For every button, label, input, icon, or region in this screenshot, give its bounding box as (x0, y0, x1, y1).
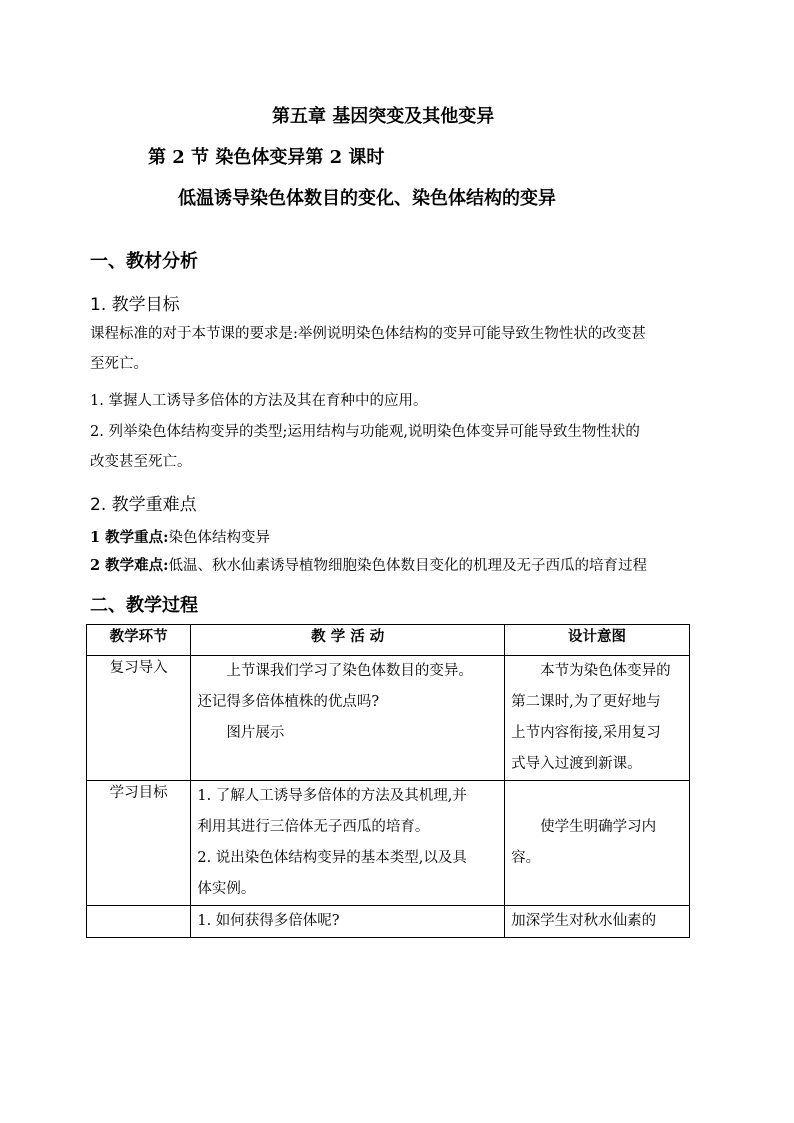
topic-title: 低温诱导染色体数目的变化、染色体结构的变异 (178, 188, 556, 209)
part2-heading: 二、教学过程 (90, 595, 198, 616)
activity-cell (191, 906, 505, 938)
intent-cell (505, 906, 690, 938)
activity-line: 还记得多倍体植株的优点吗? (197, 694, 380, 710)
intent-line: 容。 (511, 850, 541, 866)
activity-line: 上节课我们学习了染色体数目的变异。 (226, 663, 473, 679)
activity-line: 图片展示 (226, 725, 285, 741)
activity-line: 利用其进行三倍体无子西瓜的培育。 (197, 819, 430, 835)
difficult-point-text: 低温、秋水仙素诱导植物细胞染色体数目变化的机理及无子西瓜的培育过程 (168, 558, 647, 574)
intent-cell (505, 781, 690, 906)
chapter-title: 第五章 基因突变及其他变异 (272, 106, 495, 127)
standard-text-line2: 至死亡。 (90, 356, 148, 372)
table-header-row (87, 625, 690, 656)
part1-heading: 一、教材分析 (90, 251, 198, 272)
table-row (87, 781, 690, 906)
activity-line: 体实例。 (197, 881, 256, 897)
activity-cell (191, 656, 505, 781)
stage-cell: 复习导入 (87, 656, 191, 781)
intent-line: 上节内容衔接,采用复习 (511, 725, 661, 741)
key-point (90, 526, 270, 547)
activity-cell (191, 781, 505, 906)
key-point-label: 1 教学重点: (90, 529, 169, 546)
intent-cell (505, 656, 690, 781)
intent-line: 式导入过渡到新课。 (511, 756, 642, 772)
goals-heading: 1. 教学目标 (90, 295, 180, 315)
key-point-text: 染色体结构变异 (168, 530, 270, 546)
teaching-process-table (86, 624, 690, 938)
activity-line: 1. 如何获得多倍体呢? (197, 913, 340, 929)
goal-2-line1: 2. 列举染色体结构变异的类型;运用结构与功能观,说明染色体变异可能导致生物性状的 (90, 424, 640, 440)
goal-2-line2: 改变甚至死亡。 (90, 454, 192, 470)
keypoints-heading: 2. 教学重难点 (90, 495, 197, 515)
goal-1: 1. 掌握人工诱导多倍体的方法及其在育种中的应用。 (90, 393, 428, 409)
stage-cell: 学习目标 (87, 781, 191, 906)
difficult-point-label: 2 教学难点: (90, 557, 169, 574)
stage-cell (87, 906, 191, 938)
header-activity: 教 学 活 动 (191, 625, 505, 656)
activity-line: 1. 了解人工诱导多倍体的方法及其机理,并 (197, 788, 467, 804)
header-intent: 设计意图 (505, 625, 690, 656)
standard-text-line1: 课程标准的对于本节课的要求是:举例说明染色体结构的变异可能导致生物性状的改变甚 (90, 326, 646, 342)
difficult-point (90, 554, 647, 575)
intent-line: 使学生明确学习内 (540, 819, 657, 835)
table-row (87, 906, 690, 938)
intent-line: 第二课时,为了更好地与 (511, 694, 661, 710)
table-row (87, 656, 690, 781)
section-title: 第 2 节 染色体变异第 2 课时 (148, 147, 385, 168)
activity-line: 2. 说出染色体结构变异的基本类型,以及具 (197, 850, 467, 866)
intent-line: 加深学生对秋水仙素的 (511, 913, 657, 929)
intent-line: 本节为染色体变异的 (540, 663, 671, 679)
header-stage: 教学环节 (87, 625, 191, 656)
